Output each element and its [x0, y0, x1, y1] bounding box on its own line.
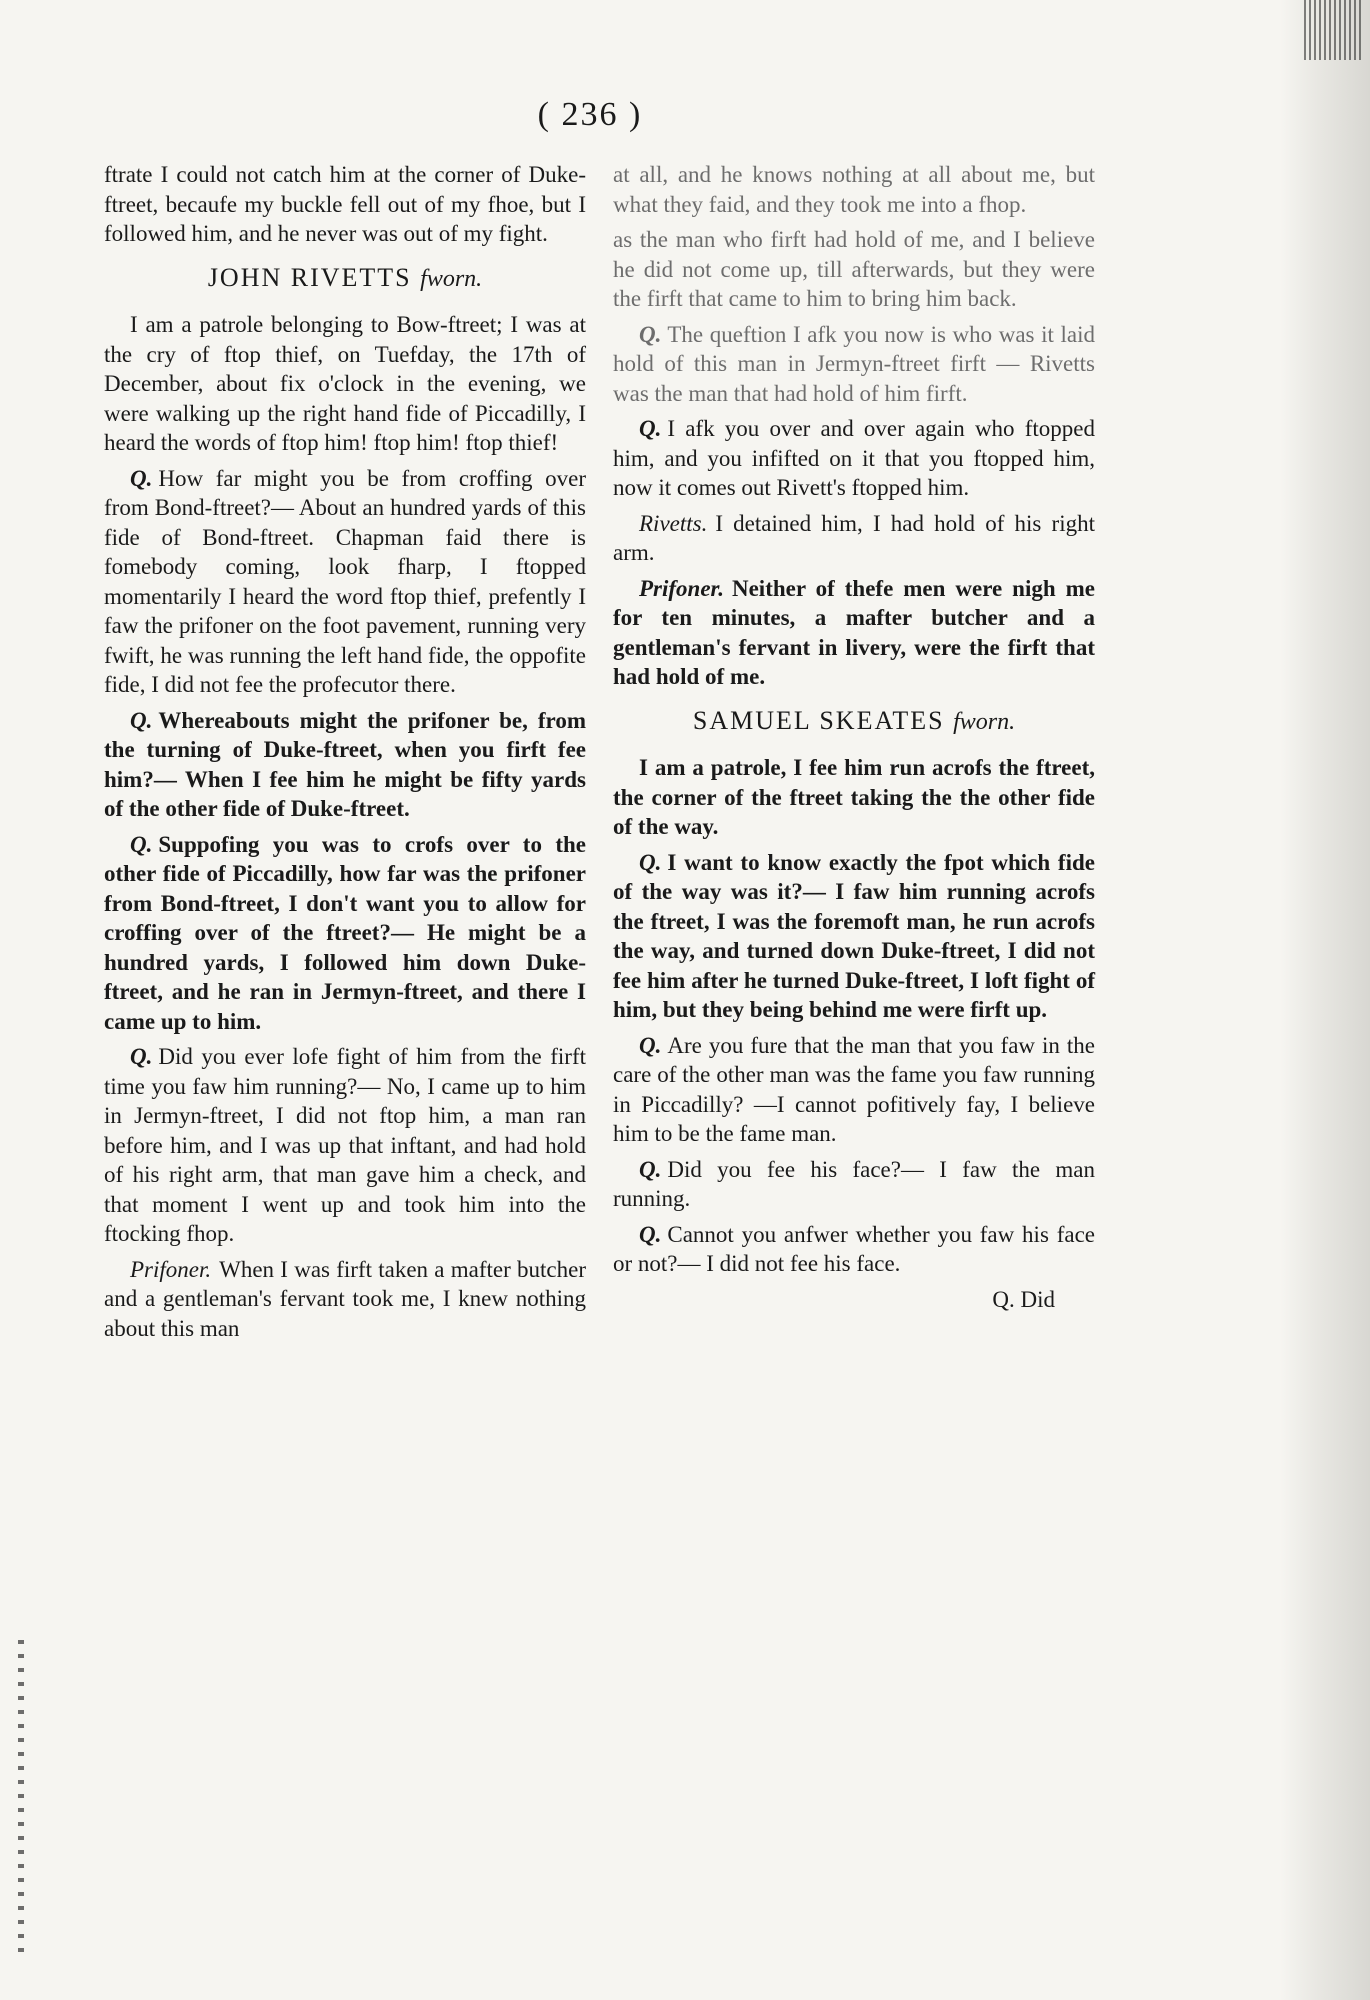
- question-paragraph: [613, 1155, 1095, 1214]
- prisoner-paragraph: [104, 1255, 586, 1344]
- faded-paragraph: as the man who firft had hold of me, and I believe he did not come up, till afterwards, but they were the firft that came to him to bring him back.: [613, 227, 1095, 311]
- paragraph-text: The queftion I afk you now is who was it laid hold of this man in Jermyn-ftreet firft — Rivetts was the man that had hold of him firft.: [613, 321, 1095, 406]
- paragraph-text: Did you ever lofe fight of him from the firft time you faw him running?— No, I came up to him in Jermyn-ftreet, I did not ftop him, a man ran before him, and I was up that inftant, and had hold of his right arm, that man gave him a check, and that moment I went up and took him into the ftocking fhop.: [104, 1044, 586, 1246]
- question-paragraph: [104, 1042, 586, 1249]
- catchword: Q. Did: [992, 1286, 1055, 1312]
- paragraph-text: Suppofing you was to crofs over to the other fide of Piccadilly, how far was the prifoner from Bond-ftreet, I don't want you to allow for croffing over of the ftreet?— He might be a hundred yards, I followed him down Duke-ftreet, and he ran in Jermyn-ftreet, and there I came up to him.: [104, 831, 586, 1034]
- question-marker: Q.: [639, 849, 662, 875]
- sworn-label: fworn.: [420, 265, 483, 292]
- question-marker: Q.: [639, 1032, 662, 1058]
- question-paragraph: [613, 414, 1095, 503]
- paragraph: ftrate I could not catch him at the corner of Duke-ftreet, becaufe my buckle fell out of my fhoe, but I followed him, and he never was out of my fight.: [104, 162, 586, 246]
- faded-paragraph: at all, and he knows nothing at all about me, but what they faid, and they took me into a fhop.: [613, 162, 1095, 217]
- page-number: ( 236 ): [537, 96, 643, 133]
- rivetts-paragraph: [613, 509, 1095, 568]
- paragraph-text: I detained him, I had hold of his right arm.: [613, 510, 1095, 565]
- witness-name: SAMUEL SKEATES: [692, 705, 945, 735]
- speaker-label: Rivetts.: [639, 510, 708, 536]
- question-paragraph: [613, 320, 1095, 409]
- paragraph-text: Cannot you anfwer whether you faw his face or not?— I did not fee his face.: [613, 1221, 1095, 1276]
- paragraph-text: I afk you over and over again who ftopped him, and you infifted on it that you ftopped him, now it comes out Rivett's ftopped him.: [613, 416, 1095, 500]
- question-marker: Q.: [639, 1156, 662, 1182]
- question-paragraph: [613, 848, 1095, 1025]
- binding-marks: [18, 1640, 24, 1960]
- left-column: [104, 160, 586, 1349]
- speaker-label: Prifoner.: [130, 1256, 212, 1282]
- question-paragraph: [104, 830, 586, 1037]
- paragraph: I am a patrole, I fee him run acrofs the ftreet, the corner of the ftreet taking the the other fide of the way.: [613, 755, 1095, 839]
- question-marker: Q.: [130, 831, 153, 857]
- paragraph-text: I want to know exactly the fpot which fide of the way was it?— I faw him running acrofs the ftreet, I was the foremoft man, he run acrofs the way, and turned down Duke-ftreet, I did not fee him after he turned Duke-ftreet, I loft fight of him, but they being behind me were firft up.: [613, 849, 1095, 1022]
- paragraph-text: Are you fure that the man that you faw in the care of the other man was the fame you faw running in Piccadilly? —I cannot pofitively fay, I believe him to be the fame man.: [613, 1032, 1095, 1146]
- question-paragraph: [613, 1031, 1095, 1149]
- question-marker: Q.: [639, 416, 662, 441]
- right-column: [613, 160, 1095, 1320]
- paragraph: I am a patrole belonging to Bow-ftreet; I was at the cry of ftop thief, on Tuefday, the 17th of December, about fix o'clock in the evening, we were walking up the right hand fide of Piccadilly, I heard the words of ftop him! ftop him! ftop thief!: [104, 312, 586, 455]
- witness-heading-samuel-skeates: [613, 706, 1095, 738]
- question-marker: Q.: [639, 321, 662, 347]
- paragraph-text: Whereabouts might the prifoner be, from the turning of Duke-ftreet, when you firft fee him?— When I fee him he might be fifty yards of the other fide of Duke-ftreet.: [104, 707, 586, 821]
- question-marker: Q.: [130, 1044, 153, 1069]
- question-marker: Q.: [639, 1221, 662, 1247]
- page-edge-shadow: [1280, 0, 1370, 2000]
- paragraph-text: How far might you be from croffing over from Bond-ftreet?— About an hundred yards of this fide of Bond-ftreet. Chapman faid there is fomebody coming, look fharp, I ftopped momentarily I heard the word ftop thief, prefently I faw the prifoner on the foot pavement, running very fwift, he was running the left hand fide, the oppofite fide, I did not fee the profecutor there.: [104, 465, 586, 697]
- edge-mark: [1304, 0, 1364, 60]
- paragraph-text: When I was firft taken a mafter butcher and a gentleman's fervant took me, I knew nothing about this man: [104, 1256, 586, 1341]
- prisoner-paragraph: [613, 574, 1095, 692]
- witness-heading-john-rivetts: [104, 263, 586, 295]
- question-marker: Q.: [130, 707, 153, 733]
- paragraph-text: Did you fee his face?— I faw the man running.: [613, 1156, 1095, 1211]
- sworn-label: fworn.: [953, 708, 1016, 735]
- paragraph-text: Neither of thefe men were nigh me for ten minutes, a mafter butcher and a gentleman's fervant in livery, were the firft that had hold of me.: [613, 575, 1095, 689]
- question-marker: Q.: [130, 465, 153, 491]
- question-paragraph: [104, 706, 586, 824]
- question-paragraph: [104, 464, 586, 700]
- speaker-label: Prifoner.: [639, 575, 724, 601]
- question-paragraph: [613, 1220, 1095, 1279]
- witness-name: JOHN RIVETTS: [207, 262, 412, 292]
